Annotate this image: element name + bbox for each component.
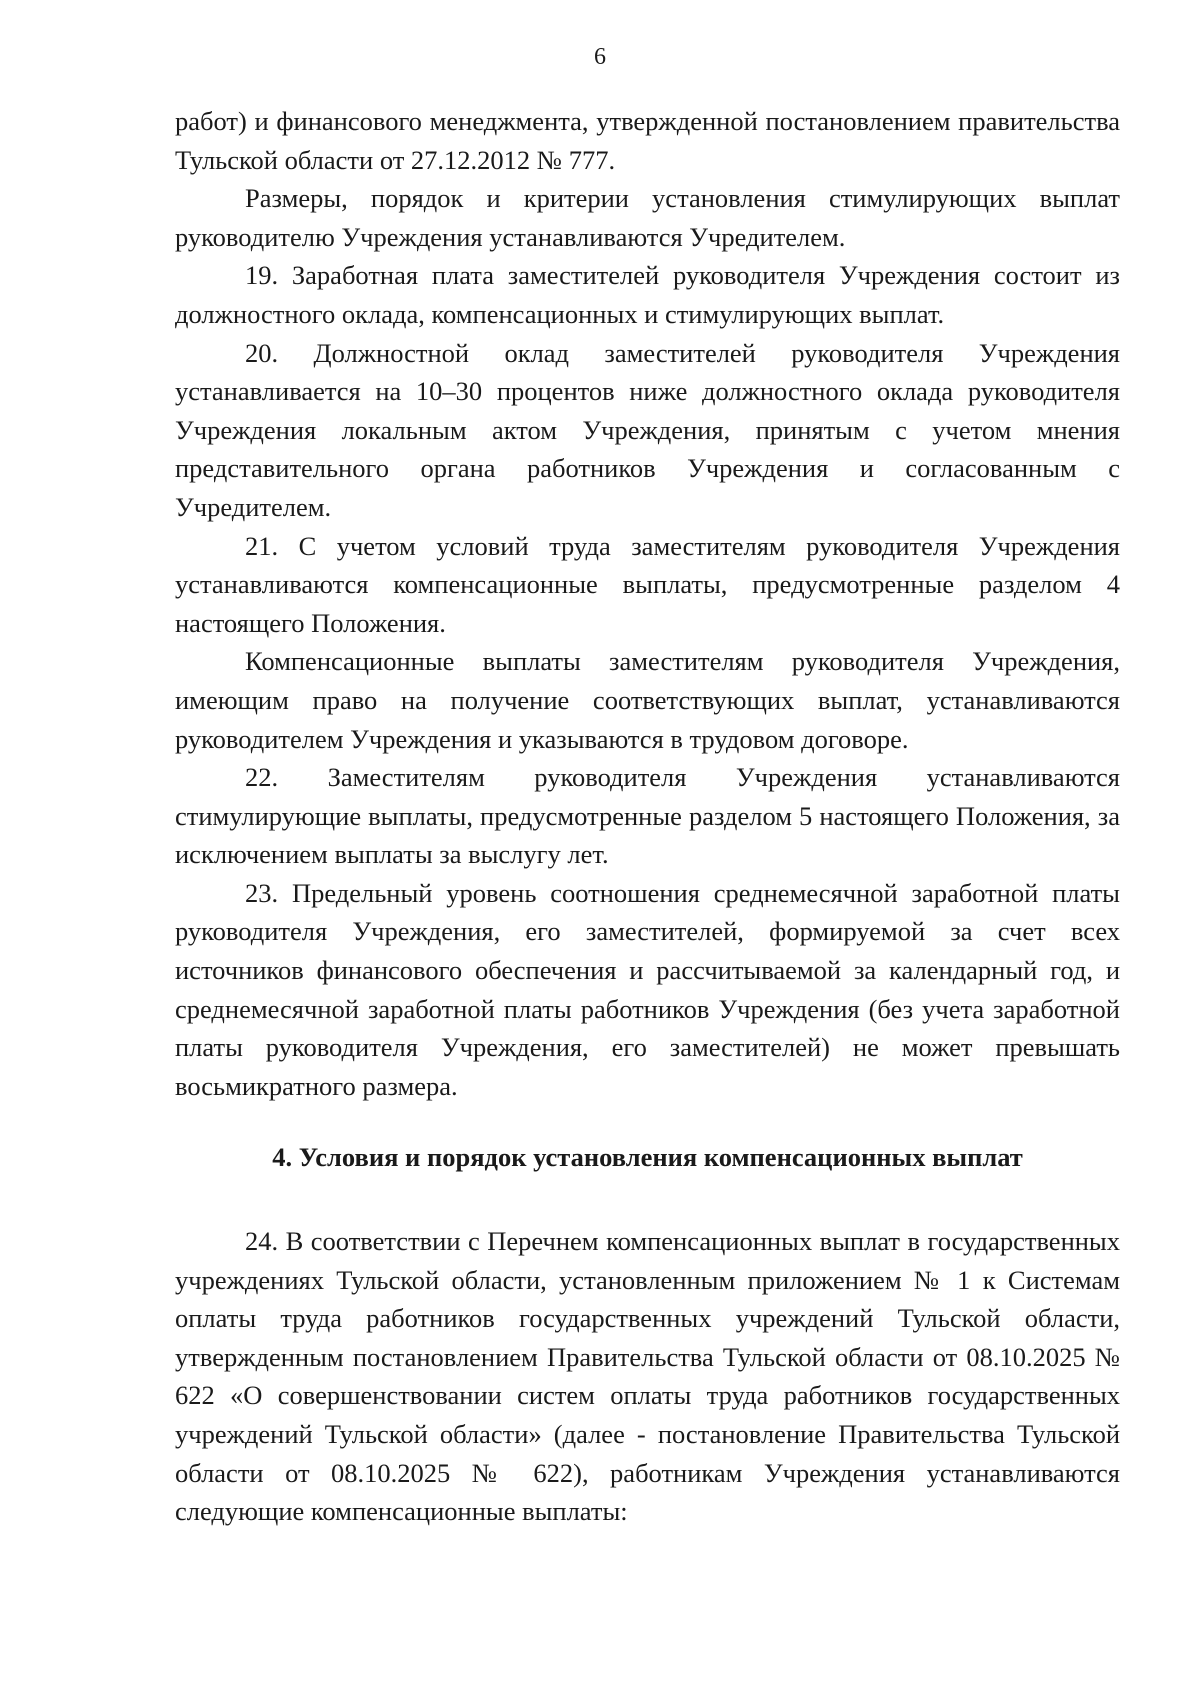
paragraph-21: 21. С учетом условий труда заместителям руководителя Учреждения устанавливаются компенсационные выплаты, предусмотренные разделом 4 настоящего Положения.: [175, 530, 1120, 638]
page-number: 6: [594, 44, 606, 70]
section-heading: 4. Условия и порядок установления компенсационных выплат: [272, 1142, 1023, 1172]
paragraph-continuation: работ) и финансового менеджмента, утвержденной постановлением правительства Тульской области от 27.12.2012 № 777.: [175, 106, 1120, 175]
paragraph-23: 23. Предельный уровень соотношения среднемесячной заработной платы руководителя Учреждения, его заместителей, формируемой за счет всех источников финансового обеспечения и рассчитываемой за календарный год, и среднемесячной заработной платы работников Учреждения (без учета заработной платы руководителя Учреждения, его заместителей) не может превышать восьмикратного размера.: [175, 877, 1120, 1101]
paragraph-director-payments: Размеры, порядок и критерии установления стимулирующих выплат руководителю Учреждения устанавливаются Учредителем.: [175, 183, 1120, 252]
paragraph-22: 22. Заместителям руководителя Учреждения устанавливаются стимулирующие выплаты, предусмотренные разделом 5 настоящего Положения, за исключением выплаты за выслугу лет.: [175, 762, 1120, 870]
document-body: [175, 102, 1120, 1105]
paragraph-compensation-deputies: Компенсационные выплаты заместителям руководителя Учреждения, имеющим право на получение соответствующих выплат, устанавливаются руководителем Учреждения и указываются в трудовом договоре.: [175, 646, 1120, 754]
paragraph-19: 19. Заработная плата заместителей руководителя Учреждения состоит из должностного оклада, компенсационных и стимулирующих выплат.: [175, 260, 1120, 329]
section-body: [175, 1222, 1120, 1531]
paragraph-20: 20. Должностной оклад заместителей руководителя Учреждения устанавливается на 10–30 процентов ниже должностного оклада руководителя Учреждения локальным актом Учреждения, принятым с учетом мнения представительного органа работников Учреждения и согласованным с Учредителем.: [175, 337, 1120, 522]
paragraph-24: 24. В соответствии с Перечнем компенсационных выплат в государственных учреждениях Тульской области, установленным приложением № 1 к Системам оплаты труда работников государственных учреждений Тульской области, утвержденным постановлением Правительства Тульской области от 08.10.2025 № 622 «О совершенствовании систем оплаты труда работников государственных учреждений Тульской области» (далее - постановление Правительства Тульской области от 08.10.2025 № 622), работникам Учреждения устанавливаются следующие компенсационные выплаты:: [175, 1226, 1120, 1527]
